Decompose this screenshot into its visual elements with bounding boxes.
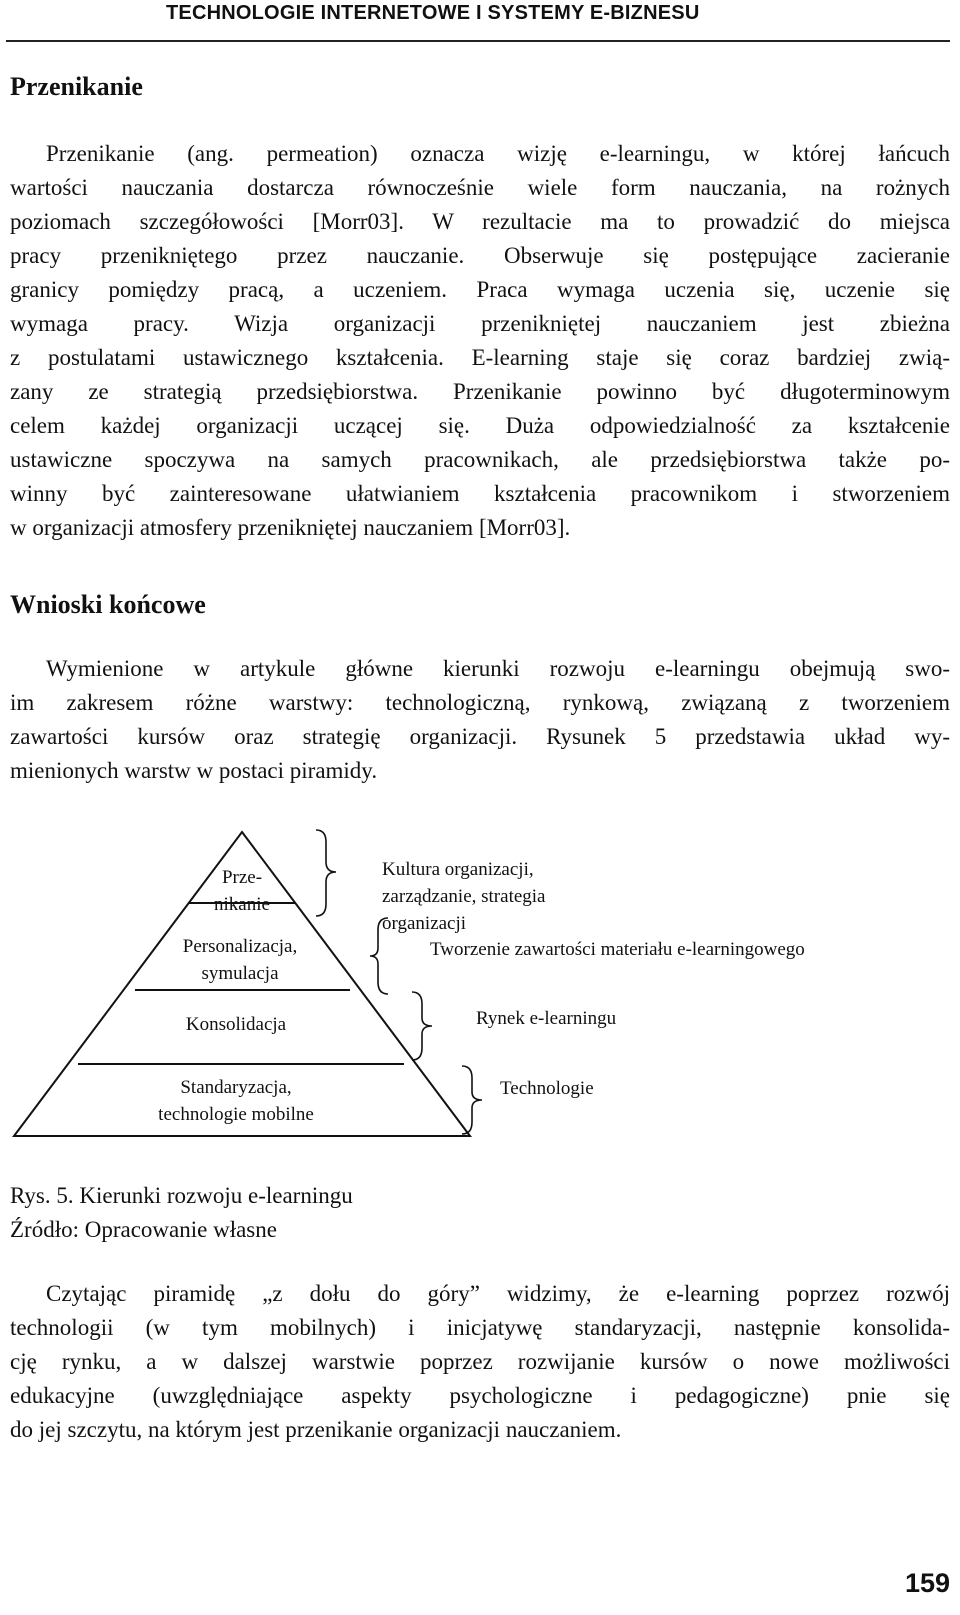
pyramid-level-konsolidacja — [136, 1011, 336, 1038]
section-heading-przenikanie: Przenikanie — [10, 72, 143, 101]
pyramid-level-przenikanie — [192, 864, 292, 918]
pyramid-level-text: Personalizacja, — [182, 936, 298, 957]
text-line: Czytając piramidę „z dołu do góry” widzimy, że e-learning poprzez rozwój — [46, 1281, 950, 1306]
brace-culture — [316, 830, 336, 916]
description-content: Tworzenie zawartości materiału e-learningowego — [430, 939, 805, 960]
pyramid-level-text: Prze- — [221, 867, 263, 888]
description-market: Rynek e-learningu — [476, 1008, 617, 1029]
text-line: ustawiczne spoczywa na samych pracownikach, ale przedsiębiorstwa także po- — [10, 447, 950, 472]
text-line: w organizacji atmosfery przenikniętej nauczaniem [Morr03]. — [10, 515, 571, 540]
section-heading-wnioski: Wnioski końcowe — [10, 590, 206, 619]
text-line: granicy pomiędzy pracą, a uczeniem. Praca wymaga uczenia się, uczenie się — [10, 277, 950, 302]
description-technology: Technologie — [500, 1078, 594, 1099]
pyramid-level-text: Standaryzacja, — [180, 1077, 292, 1098]
running-header-title: TECHNOLOGIE INTERNETOWE I SYSTEMY E-BIZNESU — [166, 2, 700, 24]
text-line: pracy przenikniętego przez nauczanie. Obserwuje się postępujące zacieranie — [10, 243, 950, 268]
pyramid-level-text: Konsolidacja — [185, 1014, 287, 1035]
description-text: Kultura organizacji, — [382, 859, 534, 880]
page-number: 159 — [904, 1568, 950, 1598]
description-text: organizacji — [382, 913, 467, 934]
pyramid-level-personalizacja — [150, 933, 330, 987]
text-line: Wymienione w artykule główne kierunki rozwoju e-learningu obejmują swo- — [46, 656, 950, 681]
brace-technology — [462, 1066, 482, 1134]
figure-source: Źródło: Opracowanie własne — [10, 1217, 277, 1242]
text-line: cję rynku, a w dalszej warstwie poprzez rozwijanie kursów o nowe możliwości — [10, 1349, 950, 1374]
text-line: winny być zainteresowane ułatwianiem kształcenia pracownikom i stworzeniem — [10, 481, 950, 506]
text-line: celem każdej organizacji uczącej się. Duża odpowiedzialność za kształcenie — [10, 413, 950, 438]
text-line: poziomach szczegółowości [Morr03]. W rezultacie ma to prowadzić do miejsca — [10, 209, 950, 234]
text-line: mienionych warstw w postaci piramidy. — [10, 758, 378, 783]
text-line: im zakresem różne warstwy: technologiczną, rynkową, związaną z tworzeniem — [10, 690, 950, 715]
pyramid-figure — [0, 820, 960, 1150]
description-culture — [382, 856, 546, 937]
text-line: do jej szczytu, na którym jest przenikanie organizacji nauczaniem. — [10, 1417, 622, 1442]
text-line: z postulatami ustawicznego kształcenia. E-learning staje się coraz bardziej zwią- — [10, 345, 950, 370]
brace-market — [412, 992, 432, 1060]
paragraph-conclusion — [10, 1277, 950, 1447]
paragraph-wnioski — [10, 652, 950, 788]
running-header — [6, 0, 950, 42]
text-line: wartości nauczania dostarcza równocześnie wiele form nauczania, na rożnych — [10, 175, 950, 200]
text-line: wymaga pracy. Wizja organizacji przenikniętej nauczaniem jest zbieżna — [10, 311, 950, 336]
text-line: zany ze strategią przedsiębiorstwa. Przenikanie powinno być długoterminowym — [10, 379, 950, 404]
pyramid-level-text: technologie mobilne — [158, 1104, 314, 1125]
pyramid-level-text: nikanie — [214, 894, 270, 915]
paragraph-przenikanie — [10, 137, 950, 545]
text-line: Przenikanie (ang. permeation) oznacza wizję e-learningu, w której łańcuch — [46, 141, 950, 166]
pyramid-level-standaryzacja — [116, 1074, 356, 1128]
text-line: technologii (w tym mobilnych) i inicjatywę standaryzacji, następnie konsolida- — [10, 1315, 950, 1340]
description-text: zarządzanie, strategia — [382, 886, 546, 907]
text-line: zawartości kursów oraz strategię organizacji. Rysunek 5 przedstawia układ wy- — [10, 724, 950, 749]
pyramid-level-text: symulacja — [201, 963, 279, 984]
text-line: edukacyjne (uwzględniające aspekty psychologiczne i pedagogiczne) pnie się — [10, 1383, 950, 1408]
figure-caption: Rys. 5. Kierunki rozwoju e-learningu — [10, 1183, 353, 1208]
